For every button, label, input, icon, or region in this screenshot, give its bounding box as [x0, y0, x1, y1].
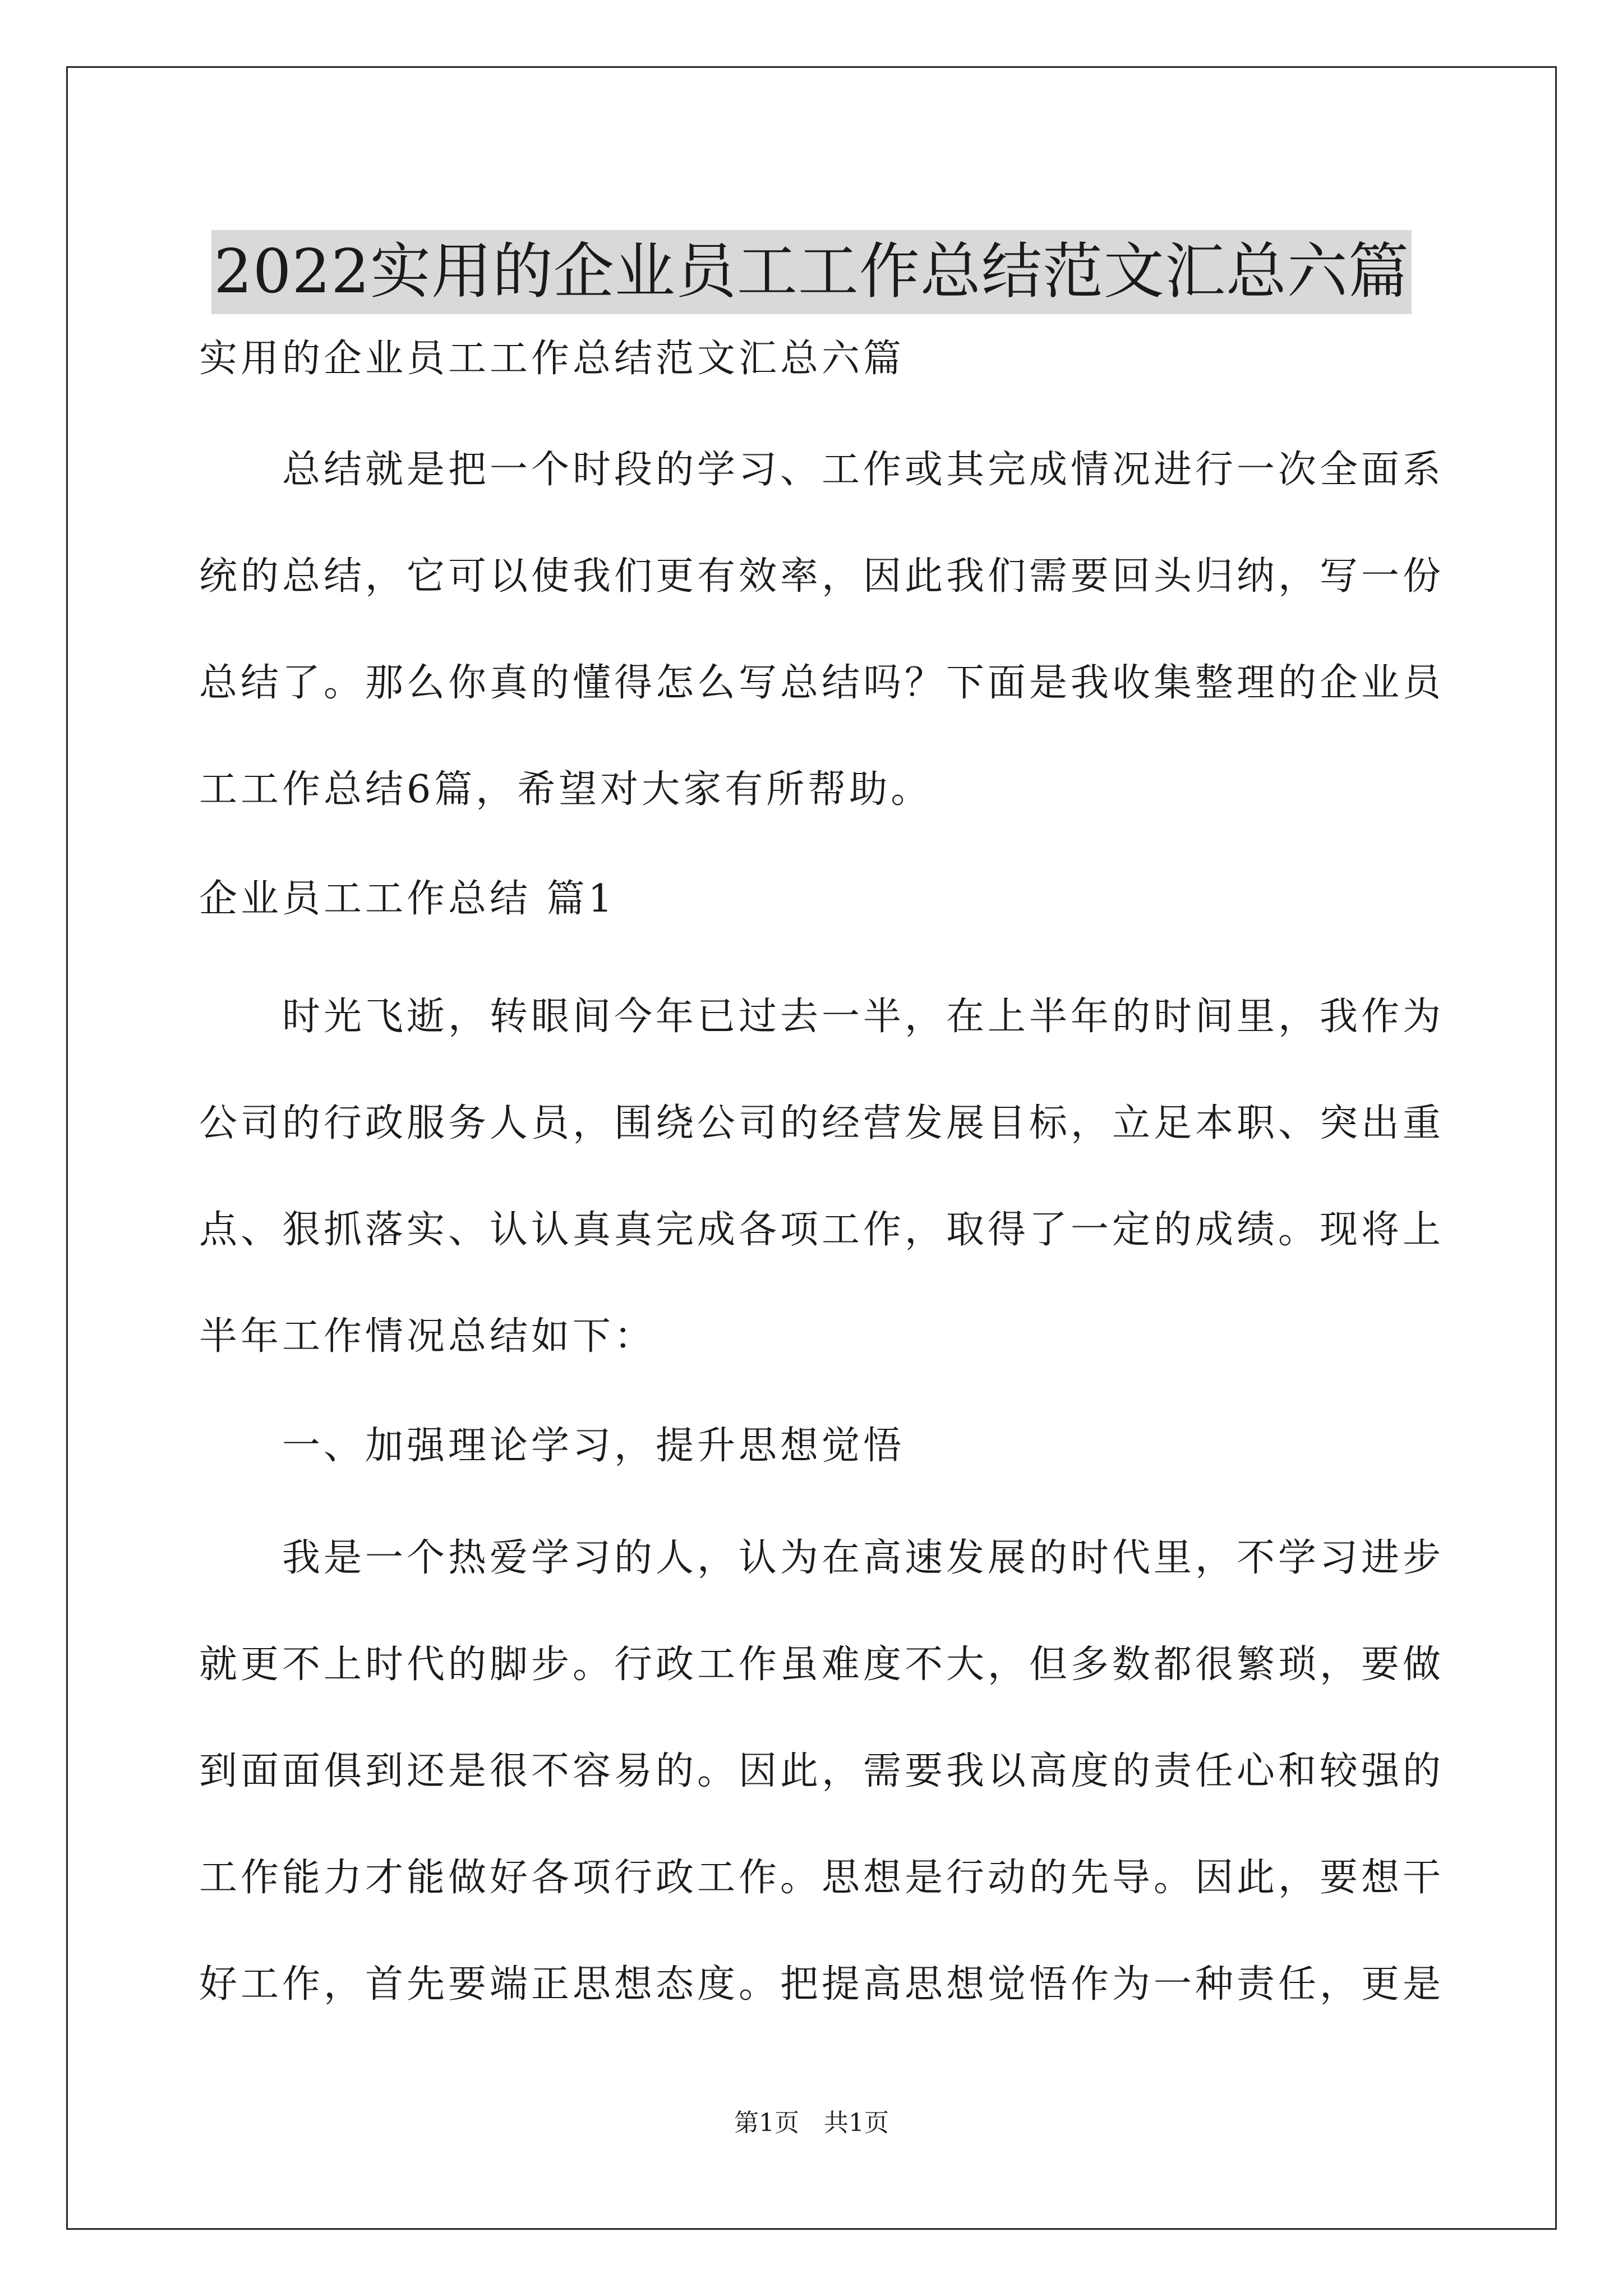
title-container: [0, 190, 1623, 355]
body-line: 点、狠抓落实、认认真真完成各项工作，取得了一定的成绩。现将上: [199, 1208, 1445, 1252]
body-line: 统的总结，它可以使我们更有效率，因此我们需要回头归纳，写一份: [199, 554, 1445, 599]
body-line: 总结了。那么你真的懂得怎么写总结吗？下面是我收集整理的企业员: [199, 661, 1445, 705]
body-line: 工工作总结6篇，希望对大家有所帮助。: [199, 767, 933, 812]
section-heading: 企业员工工作总结 篇1: [199, 877, 616, 921]
subsection-heading: 一、加强理论学习，提升思想觉悟: [199, 1424, 905, 1468]
document-subtitle: 实用的企业员工工作总结范文汇总六篇: [199, 337, 905, 381]
document-title: 2022实用的企业员工工作总结范文汇总六篇: [211, 230, 1412, 314]
body-line: 到面面俱到还是很不容易的。因此，需要我以高度的责任心和较强的: [199, 1749, 1445, 1793]
body-line: 好工作，首先要端正思想态度。把提高思想觉悟作为一种责任，更是: [199, 1962, 1445, 2007]
body-line: 工作能力才能做好各项行政工作。思想是行动的先导。因此，要想干: [199, 1856, 1445, 1900]
body-line: 半年工作情况总结如下：: [199, 1314, 656, 1359]
body-line: 就更不上时代的脚步。行政工作虽难度不大，但多数都很繁琐，要做: [199, 1642, 1445, 1687]
body-line: 我是一个热爱学习的人，认为在高速发展的时代里，不学习进步: [199, 1536, 1445, 1580]
body-line: 总结就是把一个时段的学习、工作或其完成情况进行一次全面系: [199, 448, 1445, 492]
page-footer: 第1页 共1页: [734, 2109, 889, 2137]
body-line: 公司的行政服务人员，围绕公司的经营发展目标，立足本职、突出重: [199, 1101, 1445, 1145]
body-line: 时光飞逝，转眼间今年已过去一半，在上半年的时间里，我作为: [199, 995, 1445, 1039]
